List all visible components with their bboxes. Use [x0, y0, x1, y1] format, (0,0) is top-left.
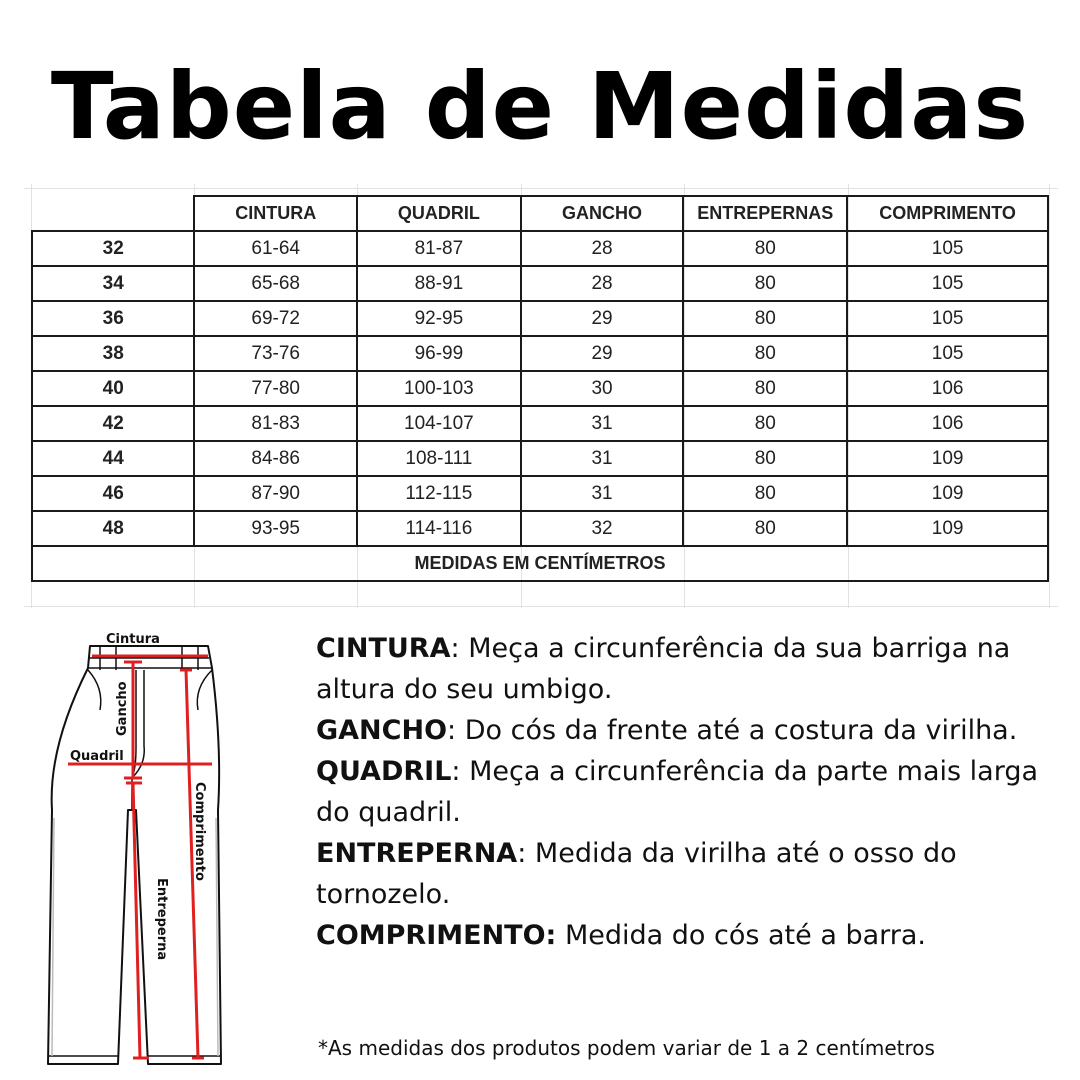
description-quadril — [316, 751, 1046, 833]
header-gancho: GANCHO — [521, 196, 684, 231]
table-row — [32, 406, 1048, 441]
size-cell: 34 — [32, 266, 194, 301]
quadril-cell: 88-91 — [357, 266, 521, 301]
table-row — [32, 336, 1048, 371]
entrepernas-cell: 80 — [683, 336, 847, 371]
cintura-cell: 73-76 — [194, 336, 357, 371]
comprimento-cell: 109 — [847, 511, 1048, 546]
cintura-cell: 81-83 — [194, 406, 357, 441]
entrepernas-cell: 80 — [683, 511, 847, 546]
description-term: CINTURA — [316, 633, 451, 664]
comprimento-cell: 106 — [847, 406, 1048, 441]
gancho-cell: 32 — [521, 511, 684, 546]
table-row — [32, 371, 1048, 406]
description-gancho — [316, 710, 1046, 751]
entrepernas-cell: 80 — [683, 441, 847, 476]
grid-line — [1049, 184, 1050, 608]
description-text: Meça a circunferência da sua barriga na altura do seu umbigo. — [316, 633, 1011, 705]
table-row — [32, 266, 1048, 301]
quadril-cell: 114-116 — [357, 511, 521, 546]
cintura-cell: 77-80 — [194, 371, 357, 406]
size-cell: 38 — [32, 336, 194, 371]
comprimento-cell: 105 — [847, 301, 1048, 336]
description-separator: : — [545, 920, 557, 951]
entrepernas-cell: 80 — [683, 406, 847, 441]
size-cell: 32 — [32, 231, 194, 266]
grid-line — [24, 188, 1058, 189]
comprimento-cell: 109 — [847, 476, 1048, 511]
gancho-cell: 31 — [521, 441, 684, 476]
comprimento-cell: 106 — [847, 371, 1048, 406]
gancho-cell: 30 — [521, 371, 684, 406]
comprimento-cell: 105 — [847, 266, 1048, 301]
entrepernas-cell: 80 — [683, 371, 847, 406]
entrepernas-cell: 80 — [683, 266, 847, 301]
size-cell: 36 — [32, 301, 194, 336]
page-title: Tabela de Medidas — [50, 53, 1030, 160]
description-text: Medida do cós até a barra. — [556, 920, 927, 951]
quadril-cell: 92-95 — [357, 301, 521, 336]
header-quadril: QUADRIL — [357, 196, 521, 231]
gancho-cell: 28 — [521, 266, 684, 301]
header-comprimento: COMPRIMENTO — [847, 196, 1048, 231]
table-footer-row — [32, 546, 1048, 581]
pants-illustration — [40, 628, 270, 1072]
description-term: COMPRIMENTO — [316, 920, 546, 951]
quadril-cell: 108-111 — [357, 441, 521, 476]
cintura-cell: 61-64 — [194, 231, 357, 266]
cintura-cell: 93-95 — [194, 511, 357, 546]
table-row — [32, 476, 1048, 511]
table-row — [32, 511, 1048, 546]
table-row — [32, 231, 1048, 266]
gancho-cell: 29 — [521, 336, 684, 371]
label-comprimento: Comprimento — [192, 782, 207, 881]
label-entreperna: Entreperna — [154, 878, 169, 961]
description-term: ENTREPERNA — [316, 838, 518, 869]
comprimento-cell: 105 — [847, 231, 1048, 266]
label-cintura: Cintura — [106, 632, 160, 647]
measurement-descriptions — [316, 628, 1046, 956]
entrepernas-cell: 80 — [683, 476, 847, 511]
units-footer: MEDIDAS EM CENTÍMETROS — [32, 546, 1048, 581]
quadril-cell: 104-107 — [357, 406, 521, 441]
header-cintura: CINTURA — [194, 196, 357, 231]
description-text: Do cós da frente até a costura da virilha. — [456, 715, 1018, 746]
comprimento-cell: 105 — [847, 336, 1048, 371]
quadril-cell: 100-103 — [357, 371, 521, 406]
description-separator: : — [447, 715, 457, 746]
label-quadril: Quadril — [70, 749, 124, 764]
pants-diagram — [40, 628, 270, 1072]
description-term: GANCHO — [316, 715, 448, 746]
description-term: QUADRIL — [316, 756, 452, 787]
grid-line — [24, 606, 1058, 607]
entrepernas-cell: 80 — [683, 231, 847, 266]
entrepernas-cell: 80 — [683, 301, 847, 336]
comprimento-cell: 109 — [847, 441, 1048, 476]
quadril-cell: 81-87 — [357, 231, 521, 266]
size-cell: 40 — [32, 371, 194, 406]
cintura-cell: 84-86 — [194, 441, 357, 476]
quadril-cell: 96-99 — [357, 336, 521, 371]
size-cell: 46 — [32, 476, 194, 511]
disclaimer-note: *As medidas dos produtos podem variar de 1 a 2 centímetros — [318, 1036, 935, 1060]
description-separator: : — [451, 756, 461, 787]
cintura-cell: 69-72 — [194, 301, 357, 336]
description-separator: : — [450, 633, 460, 664]
description-entreperna — [316, 833, 1046, 915]
description-separator: : — [517, 838, 527, 869]
cintura-cell: 65-68 — [194, 266, 357, 301]
size-cell: 44 — [32, 441, 194, 476]
table-row — [32, 441, 1048, 476]
size-cell: 48 — [32, 511, 194, 546]
gancho-cell: 29 — [521, 301, 684, 336]
header-entrepernas: ENTREPERNAS — [683, 196, 847, 231]
gancho-cell: 28 — [521, 231, 684, 266]
cintura-cell: 87-90 — [194, 476, 357, 511]
gancho-cell: 31 — [521, 406, 684, 441]
table-row — [32, 301, 1048, 336]
description-cintura — [316, 628, 1046, 710]
quadril-cell: 112-115 — [357, 476, 521, 511]
header-cell-empty — [32, 196, 194, 231]
size-table — [31, 195, 1049, 582]
description-text: Meça a circunferência da parte mais larga do quadril. — [316, 756, 1039, 828]
label-gancho: Gancho — [115, 681, 130, 736]
gancho-cell: 31 — [521, 476, 684, 511]
table-header-row — [32, 196, 1048, 231]
size-cell: 42 — [32, 406, 194, 441]
description-text: Medida da virilha até o osso do tornozelo. — [316, 838, 957, 910]
description-comprimento — [316, 915, 1046, 956]
